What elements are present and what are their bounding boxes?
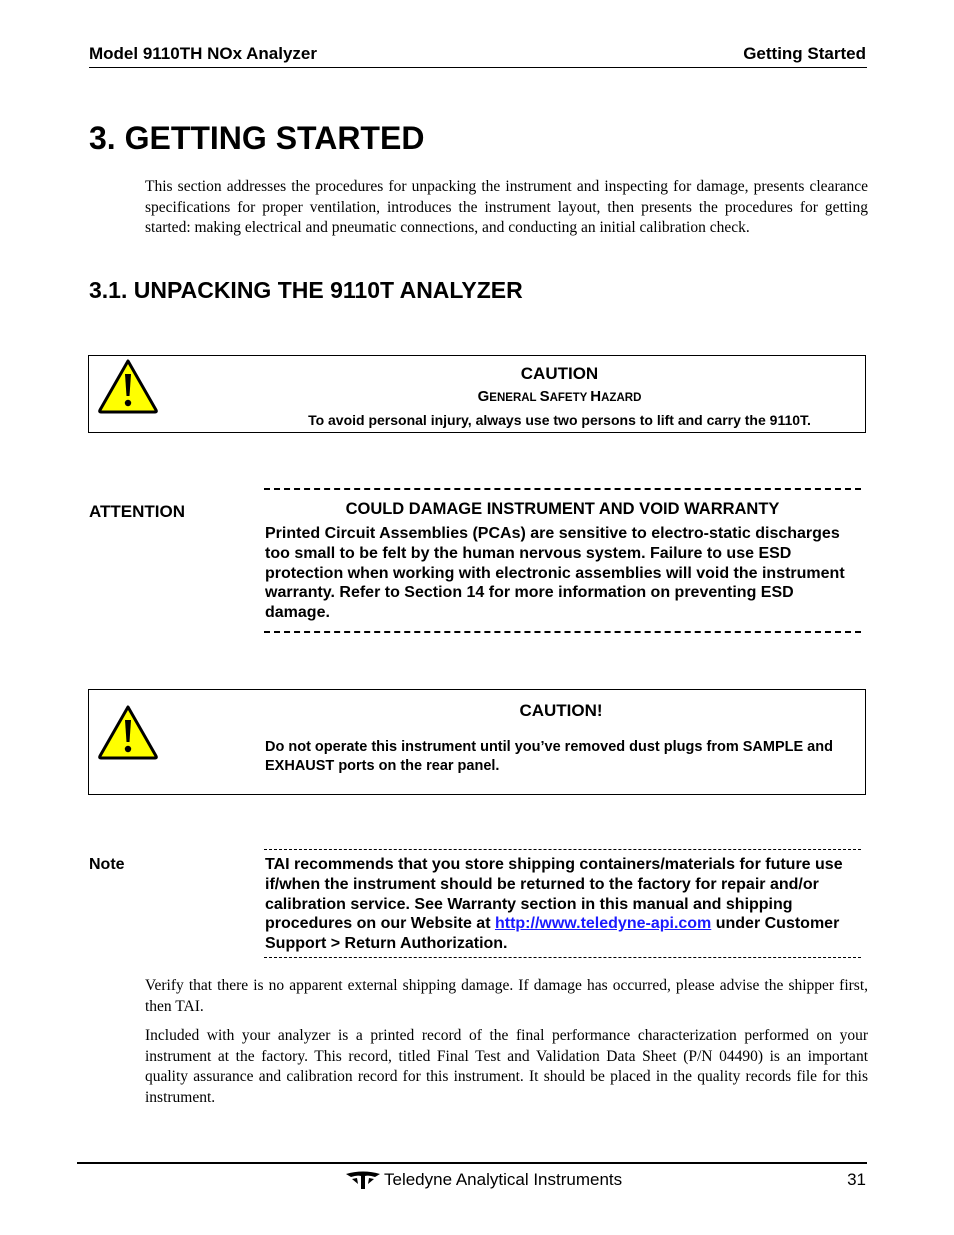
note-label: Note xyxy=(89,856,125,873)
note-top-rule xyxy=(264,849,861,850)
teledyne-logo-icon xyxy=(345,1170,381,1190)
subtitle-cap-h: H xyxy=(590,388,602,405)
note-text-after: under Customer Support > Return Authorization. xyxy=(265,915,840,953)
subtitle-cap-s: S xyxy=(539,388,550,405)
footer-rule xyxy=(77,1162,867,1164)
header-section: Getting Started xyxy=(743,44,866,63)
footer-page-number: 31 xyxy=(847,1170,866,1189)
attention-bottom-rule xyxy=(264,631,861,633)
subtitle-small-afety: AFETY xyxy=(549,392,591,404)
included-paragraph: Included with your analyzer is a printed record of the final performance characterization performed on your instrument at the factory. This record, titled Final Test and Validation Data Sheet (P/N 04490) is an important quality assurance and calibration record for this instrument. It should be placed in the quality records file for this instrument. xyxy=(145,1027,868,1106)
note-bottom-rule xyxy=(264,957,861,958)
caution-text: To avoid personal injury, always use two persons to lift and carry the 9110T. xyxy=(308,412,811,428)
header-model: Model 9110TH NOx Analyzer xyxy=(89,44,318,63)
note-text xyxy=(265,855,861,954)
attention-text: Printed Circuit Assemblies (PCAs) are sensitive to electro-static discharges too small to be felt by the human nervous system. Failure to use ESD protection when working with electronic assemblies will void the instrument warranty. Refer to Section 14 for more information on preventing ESD damage. xyxy=(265,525,845,622)
header-rule xyxy=(89,67,867,68)
intro-paragraph: This section addresses the procedures for unpacking the instrument and inspecting for damage, presents clearance specifications for proper ventilation, introduces the instrument layout, then presents the procedures for getting started: making electrical and pneumatic connections, and conducting an initial calibration check. xyxy=(145,178,868,236)
attention-label: ATTENTION xyxy=(89,502,186,521)
caution2-text: Do not operate this instrument until you’ve removed dust plugs from SAMPLE and EXHAUST ports on the rear panel. xyxy=(265,739,833,774)
subtitle-small-eneral: ENERAL xyxy=(489,392,540,404)
caution-subtitle xyxy=(89,388,865,405)
caution-box-dust-plugs xyxy=(88,689,866,795)
chapter-title: 3. GETTING STARTED xyxy=(89,120,425,156)
attention-title: COULD DAMAGE INSTRUMENT AND VOID WARRANTY xyxy=(345,500,780,518)
teledyne-website-link[interactable]: http://www.teledyne-api.com xyxy=(494,915,712,933)
caution2-title: CAUTION! xyxy=(519,701,603,720)
verify-paragraph: Verify that there is no apparent external shipping damage. If damage has occurred, please advise the shipper first, then TAI. xyxy=(145,977,868,1015)
warning-triangle-icon xyxy=(97,704,159,760)
subtitle-small-azard: AZARD xyxy=(601,392,642,404)
attention-top-rule xyxy=(264,488,861,490)
note-text-before: TAI recommends that you store shipping containers/materials for future use if/when the instrument should be returned to the factory for repair and/or calibration service. See Warranty section in this manual and shipping procedures on our Website at xyxy=(265,856,843,933)
caution-title: CAUTION xyxy=(520,364,599,383)
footer-company: Teledyne Analytical Instruments xyxy=(384,1170,623,1189)
subtitle-cap-g: G xyxy=(477,388,490,405)
section-title: 3.1. UNPACKING THE 9110T ANALYZER xyxy=(89,277,523,303)
caution-box-safety xyxy=(88,355,866,433)
